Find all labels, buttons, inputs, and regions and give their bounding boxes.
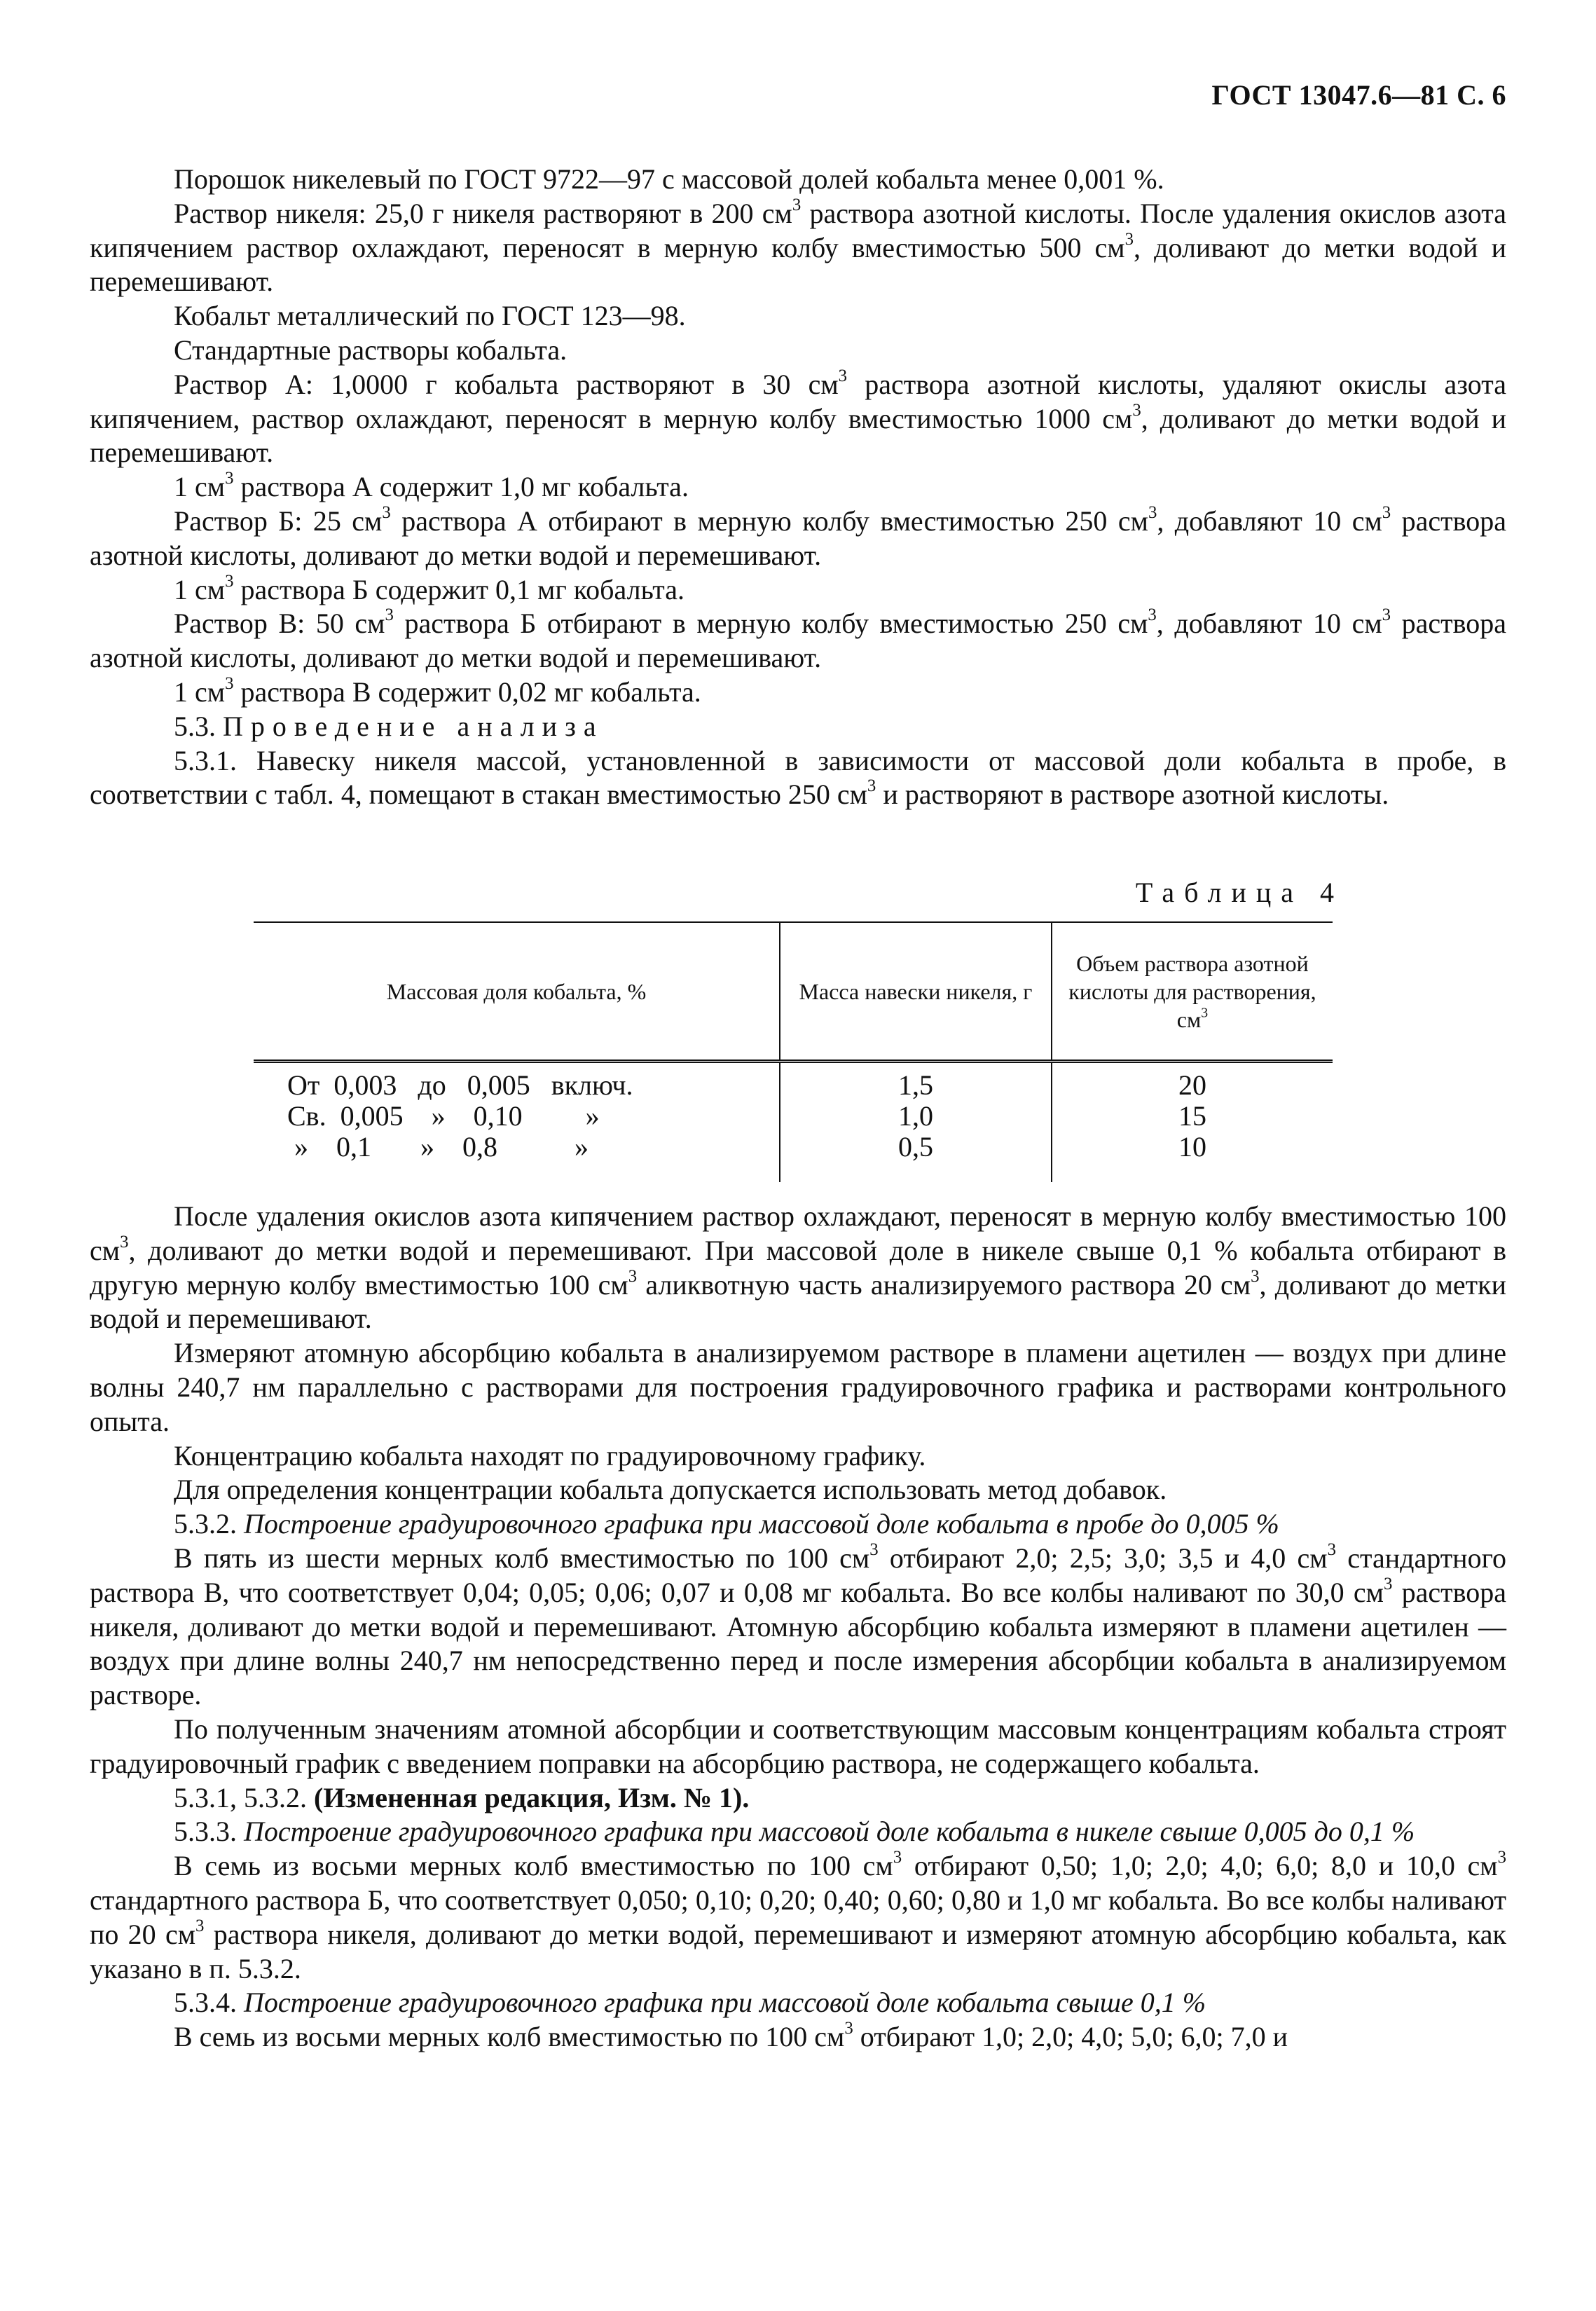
table-4 [254, 921, 1333, 1182]
paragraph: В семь из восьми мерных колб вместимостью по 100 $см^3$ отбирают 0,50; 1,0; 2,0; 4,0; 6,0; 8,0 и 10,0 $см^3$ стандартного раствора Б, что соответствует 0,050; 0,10; 0,20; 0,40; 0,60; 0,80 и 1,0 мг кобальта. Во все колбы наливают по 20 $см^3$ раствора никеля, доливают до метки водой, перемешивают и измеряют атомную абсорбцию кобальта, как указано в п. 5.3.2. [90, 1848, 1507, 1984]
paragraph: После удаления окислов азота кипячением раствор охлаждают, переносят в мерную колбу вместимостью 100 $см^3$, доливают до метки водой и перемешивают. При массовой доле в никеле свыше 0,1 % кобальта отбирают в другую мерную колбу вместимостью 100 $см^3$ аликвотную часть анализируемого раствора 20 $см^3$, доливают до метки водой и перемешивают. [90, 1200, 1506, 1335]
table-header-cell: Масса навески никеля, г [780, 922, 1052, 1062]
paragraph: 1 $см^3$ раствора А содержит 1,0 мг кобальта. [174, 469, 689, 503]
table-row: Св. 0,005 » 0,10 » 1,0 15 [254, 1101, 1333, 1132]
paragraph: 5.3.1. Навеску никеля массой, установленной в зависимости от массовой доли кобальта в пробе, в соответствии с табл. 4, помещают в стакан вместимостью 250 $см^3$ и растворяют в растворе азотной кислоты. [90, 744, 1506, 811]
section-heading: 5.3. Проведение анализа [174, 710, 604, 742]
table-header-cell: Массовая доля кобальта, % [254, 922, 780, 1062]
paragraph: Стандартные растворы кобальта. [174, 334, 567, 366]
paragraph: По полученным значениям атомной абсорбции и соответствующим массовым концентрациям кобальта строят градуировочный график с введением поправки на абсорбцию раствора, не содержащего кобальта. [90, 1713, 1506, 1779]
paragraph: Раствор Б: 25 $см^3$ раствора А отбирают в мерную колбу вместимостью 250 $см^3$, добавляют 10 $см^3$ раствора азотной кислоты, доливают до метки водой и перемешивают. [90, 503, 1506, 571]
text-block-bottom [90, 1200, 1506, 2055]
table-header-cell: Объем раствора азотной кислоты для растворения, $см^3$ [1052, 922, 1333, 1062]
table-row: От 0,003 до 0,005 включ. 1,5 20 [254, 1062, 1333, 1102]
page-header: ГОСТ 13047.6—81 С. 6 [1211, 79, 1506, 111]
paragraph: Раствор никеля: 25,0 г никеля растворяют в 200 $см^3$ раствора азотной кислоты. После удаления окислов азота кипячением раствор охлаждают, переносят в мерную колбу вместимостью 500 $см^3$, доливают до метки водой и перемешивают. [90, 195, 1506, 298]
paragraph: Концентрацию кобальта находят по градуировочному графику. [174, 1439, 926, 1472]
text-block-top [90, 163, 1506, 812]
paragraph: 1 $см^3$ раствора Б содержит 0,1 мг кобальта. [174, 571, 685, 605]
paragraph: В семь из восьми мерных колб вместимостью по 100 $см^3$ отбирают 1,0; 2,0; 4,0; 5,0; 6,0; 7,0 и [174, 2019, 1288, 2053]
paragraph: Кобальт металлический по ГОСТ 123—98. [174, 300, 686, 332]
paragraph: Раствор А: 1,0000 г кобальта растворяют в 30 $см^3$ раствора азотной кислоты, удаляют окислы азота кипячением, раствор охлаждают, переносят в мерную колбу вместимостью 1000 $см^3$, доливают до метки водой и перемешивают. [90, 366, 1507, 469]
subsection-heading: 5.3.3. Построение градуировочного графика при массовой доле кобальта в никеле свыше 0,005 до 0,1 % [174, 1816, 1415, 1848]
amendment-note: 5.3.1, 5.3.2. (Измененная редакция, Изм. № 1). [174, 1781, 750, 1813]
paragraph: В пять из шести мерных колб вместимостью по 100 $см^3$ отбирают 2,0; 2,5; 3,0; 3,5 и 4,0 $см^3$ стандартного раствора В, что соответствует 0,04; 0,05; 0,06; 0,07 и 0,08 мг кобальта. Во все колбы наливают по 30,0 $см^3$ раствора никеля, доливают до метки водой и перемешивают. Атомную абсорбцию кобальта измеряют в пламени ацетилен — воздух при длине волны 240,7 нм непосредственно перед и после измерения абсорбции кобальта в анализируемом растворе. [90, 1540, 1507, 1711]
paragraph: Раствор В: 50 $см^3$ раствора Б отбирают в мерную колбу вместимостью 250 $см^3$, добавляют 10 $см^3$ раствора азотной кислоты, доливают до метки водой и перемешивают. [90, 605, 1507, 674]
table-row: » 0,1 » 0,8 » 0,5 10 [254, 1132, 1333, 1182]
table-caption: Таблица 4 [1135, 877, 1344, 908]
paragraph: Измеряют атомную абсорбцию кобальта в анализируемом растворе в пламени ацетилен — воздух при длине волны 240,7 нм параллельно с растворами для построения градуировочного графика и растворами контрольного опыта. [90, 1337, 1506, 1437]
subsection-heading: 5.3.4. Построение градуировочного графика при массовой доле кобальта свыше 0,1 % [174, 1987, 1206, 2019]
paragraph: 1 $см^3$ раствора В содержит 0,02 мг кобальта. [174, 674, 701, 708]
paragraph: Для определения концентрации кобальта допускается использовать метод добавок. [174, 1474, 1167, 1506]
paragraph: Порошок никелевый по ГОСТ 9722—97 с массовой долей кобальта менее 0,001 %. [174, 163, 1164, 195]
subsection-heading: 5.3.2. Построение градуировочного графика при массовой доле кобальта в пробе до 0,005 % [174, 1508, 1279, 1540]
